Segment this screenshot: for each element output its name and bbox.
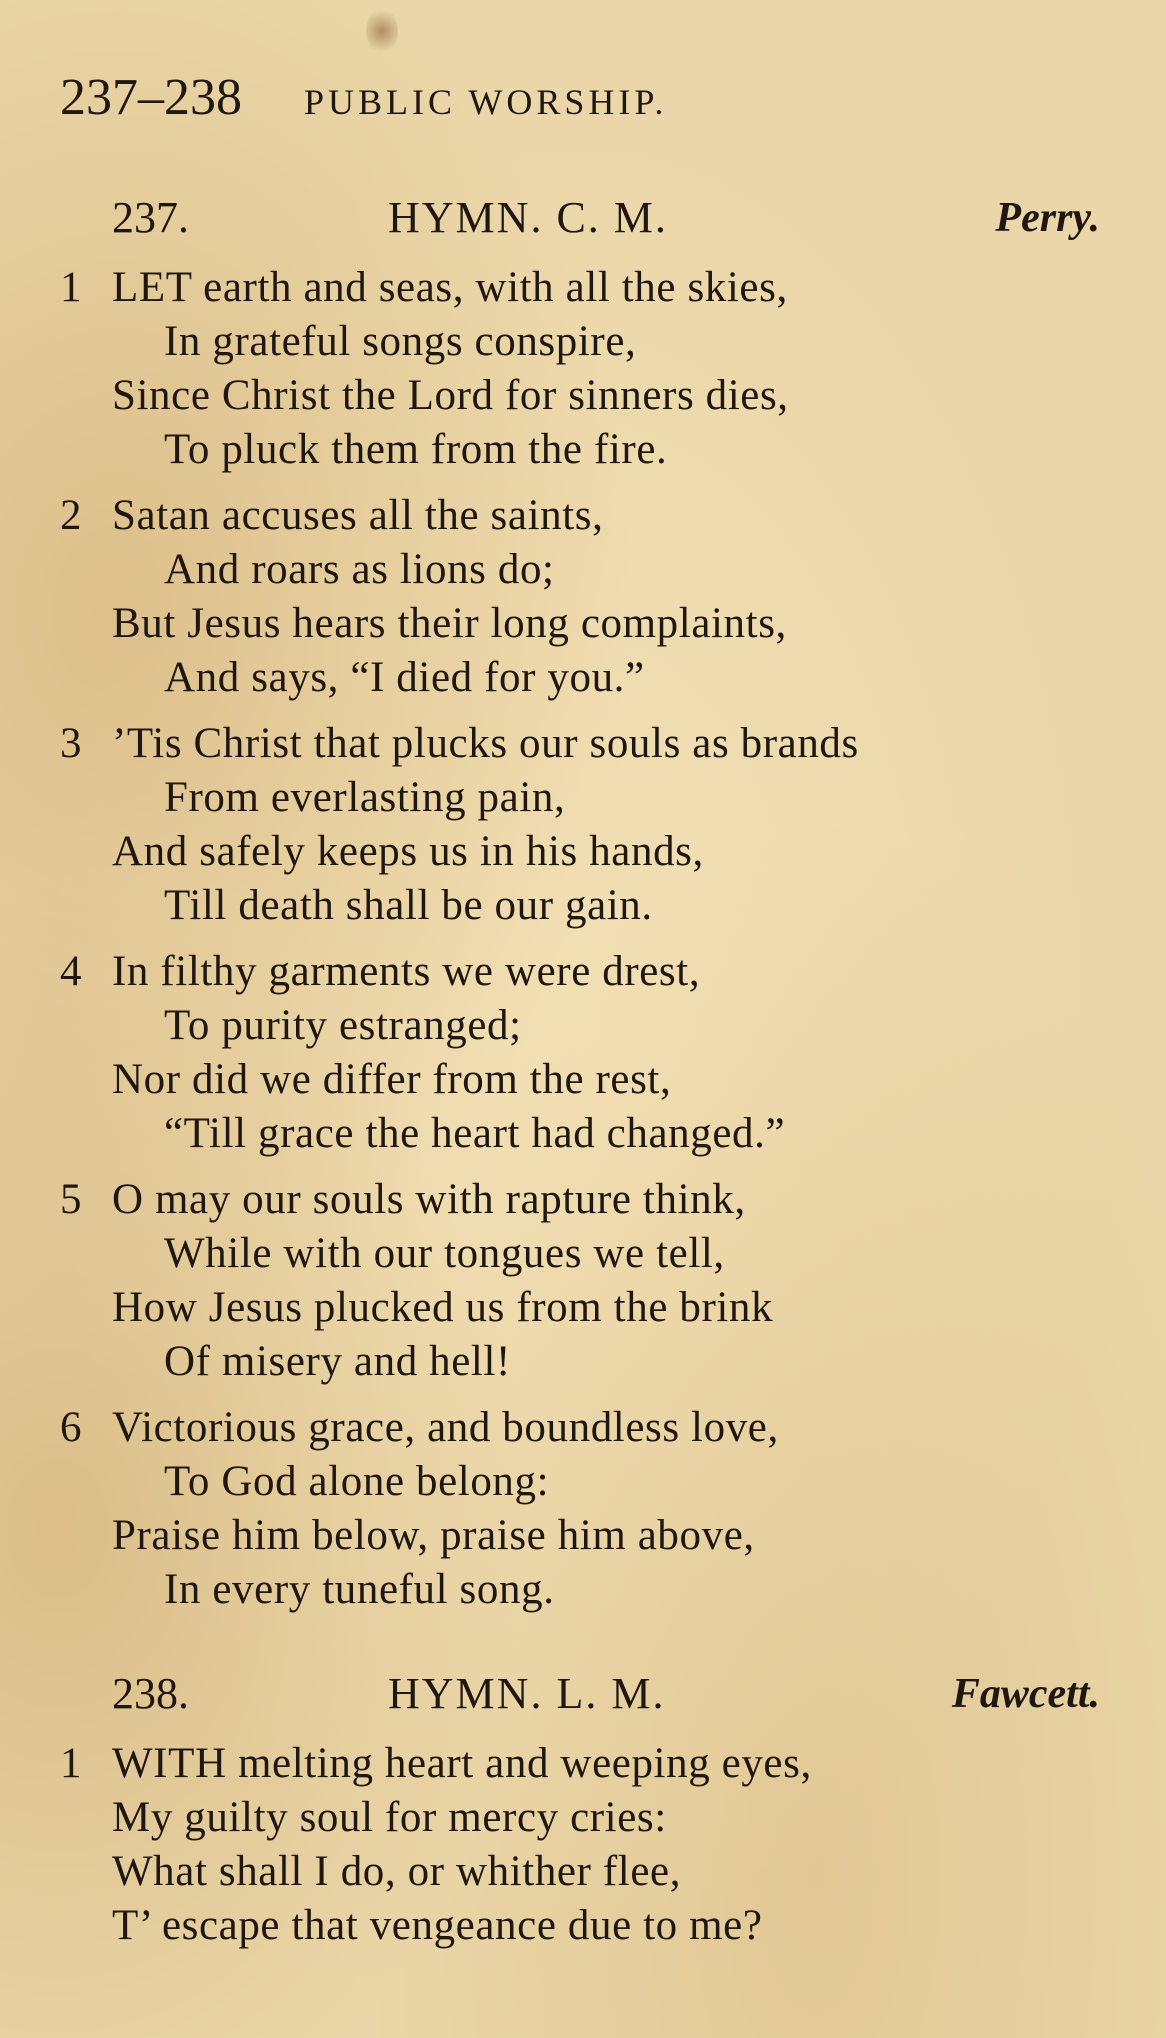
verse-number: 1 [60,264,82,311]
verse-line: To God alone belong: [164,1458,550,1505]
hymn-meter: HYMN. L. M. [388,1669,666,1718]
verse-line: WITH melting heart and weeping eyes, [112,1740,812,1787]
verse-line: To pluck them from the fire. [164,426,668,473]
verse-line: To purity estranged; [164,1002,522,1049]
verse-line: Nor did we differ from the rest, [112,1056,672,1103]
hymn-heading [112,1664,1112,1724]
verse-line: And safely keeps us in his hands, [112,828,704,875]
verse-line: Satan accuses all the saints, [112,492,604,539]
hymn-meter: HYMN. C. M. [388,193,668,242]
verse-line: O may our souls with rapture think, [112,1176,746,1223]
verse-line: ’Tis Christ that plucks our souls as brands [112,720,859,767]
verse-line: Of misery and hell! [164,1338,511,1385]
verse-line: T’ escape that vengeance due to me? [112,1902,763,1949]
verse-number: 5 [60,1176,82,1223]
verse-line: While with our tongues we tell, [164,1230,725,1277]
ink-stain [366,8,398,54]
verse-number: 6 [60,1404,82,1451]
verse-line: Praise him below, praise him above, [112,1512,755,1559]
verse-line: How Jesus plucked us from the brink [112,1284,774,1331]
section-title: PUBLIC WORSHIP. [304,82,668,122]
verse-line: In filthy garments we were drest, [112,948,701,995]
verse-line: My guilty soul for mercy cries: [112,1794,667,1841]
hymn-author: Fawcett. [951,1671,1100,1717]
hymn-heading [112,188,1112,248]
verse-line: And roars as lions do; [164,546,555,593]
verse-line: LET earth and seas, with all the skies, [112,264,788,311]
hymn-number: 237. [112,193,189,242]
verse-line: Till death shall be our gain. [164,882,653,929]
verse-line: But Jesus hears their long complaints, [112,600,787,647]
verse-line: What shall I do, or whither flee, [112,1848,682,1895]
verse-line: Victorious grace, and boundless love, [112,1404,779,1451]
hymn-author: Perry. [995,195,1100,241]
hymn-number: 238. [112,1669,189,1718]
verse-number: 3 [60,720,82,767]
verse-number: 2 [60,492,82,539]
verse-line: In every tuneful song. [164,1566,555,1613]
verse-line: From everlasting pain, [164,774,566,821]
page-range: 237–238 [60,69,242,126]
verse-number: 1 [60,1740,82,1787]
verse-line: And says, “I died for you.” [164,654,645,701]
verse-line: Since Christ the Lord for sinners dies, [112,372,789,419]
verse-line: In grateful songs conspire, [164,318,637,365]
running-head [60,68,667,132]
verse-line: “Till grace the heart had changed.” [164,1110,786,1157]
verse-number: 4 [60,948,82,995]
